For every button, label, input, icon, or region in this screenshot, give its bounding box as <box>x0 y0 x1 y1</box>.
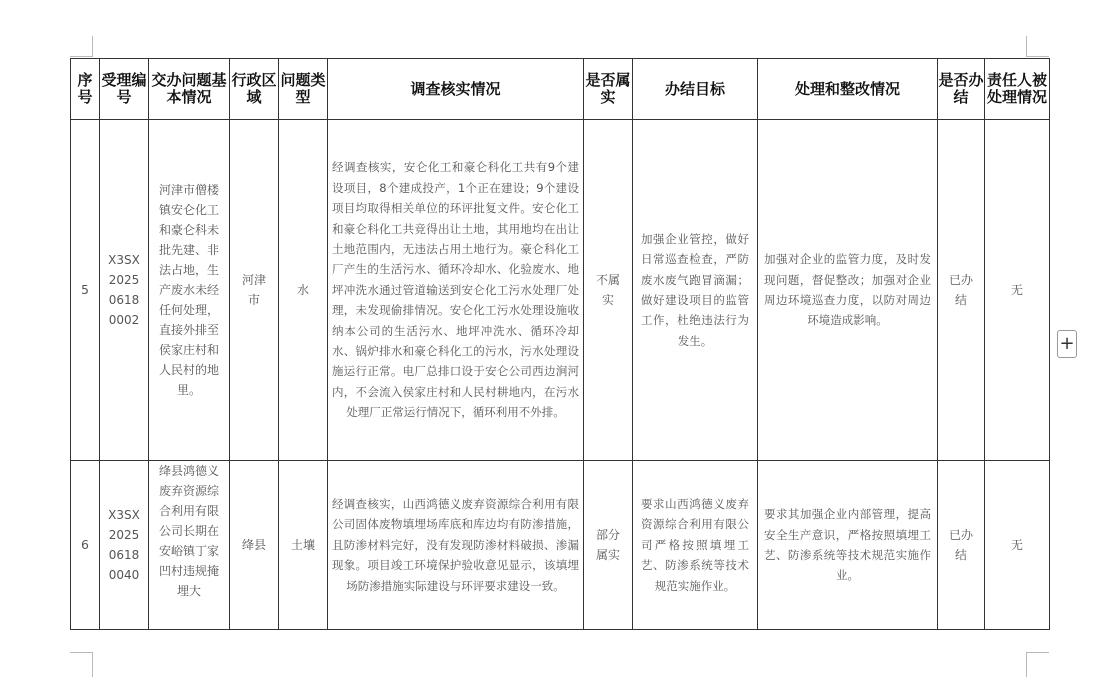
header-type: 问题类型 <box>279 59 328 120</box>
header-seq: 序号 <box>71 59 100 120</box>
cell-seq: 5 <box>71 120 100 461</box>
cell-is-closed: 已办结 <box>938 120 985 461</box>
header-region: 行政区域 <box>230 59 279 120</box>
cell-basic <box>149 461 230 630</box>
header-responsible: 责任人被处理情况 <box>985 59 1050 120</box>
cell-type: 水 <box>279 120 328 461</box>
crop-mark-top-right <box>1026 36 1049 57</box>
table-header-row <box>71 59 1050 120</box>
complaint-table <box>70 58 1050 630</box>
crop-mark-top-left <box>70 36 93 57</box>
cell-investigation: 经调查核实，安仑化工和豪仑科化工共有9个建设项目，8个建成投产，1个正在建设；9个建设项目均取得相关单位的环评批复文件。安仑化工和豪仑科化工共竞得出让土地，其用地均在出让土地范围内，无违法占用土地行为。豪仑科化工厂产生的生活污水、循环冷却水、化验废水、地坪冲洗水通过管道输送到安仑化工污水处理厂处理，未发现偷排情况。安仑化工污水处理设施收纳本公司的生活污水、地坪冲洗水、循环冷却水、锅炉排水和豪仑科化工的污水，污水处理设施运行正常。电厂总排口设于安仑公司西边涧河内，不会流入侯家庄村和人民村耕地内，在污水处理厂正常运行情况下，循环利用不外排。 <box>328 120 584 461</box>
cell-rectification: 加强对企业的监管力度，及时发现问题，督促整改；加强对企业周边环境巡查力度，以防对周边环境造成影响。 <box>758 120 938 461</box>
header-is-true: 是否属实 <box>584 59 633 120</box>
cell-responsible: 无 <box>985 461 1050 630</box>
cell-region: 绛县 <box>230 461 279 630</box>
cell-is-true: 部分属实 <box>584 461 633 630</box>
cell-region: 河津市 <box>230 120 279 461</box>
cell-type: 土壤 <box>279 461 328 630</box>
table-row <box>71 120 1050 461</box>
cell-goal: 加强企业管控，做好日常巡查检查，严防废水废气跑冒滴漏；做好建设项目的监管工作，杜绝违法行为发生。 <box>633 120 758 461</box>
cell-responsible: 无 <box>985 120 1050 461</box>
crop-mark-bottom-right <box>1026 652 1049 677</box>
cell-seq: 6 <box>71 461 100 630</box>
cell-is-true: 不属实 <box>584 120 633 461</box>
header-goal: 办结目标 <box>633 59 758 120</box>
cell-goal: 要求山西鸿德义废弃资源综合利用有限公司严格按照填埋工艺、防渗系统等技术规范实施作业。 <box>633 461 758 630</box>
header-code: 受理编号 <box>100 59 149 120</box>
cell-code: X3SX202506180002 <box>100 120 149 461</box>
header-basic: 交办问题基本情况 <box>149 59 230 120</box>
header-investigation: 调查核实情况 <box>328 59 584 120</box>
cell-code: X3SX202506180040 <box>100 461 149 630</box>
cell-investigation: 经调查核实，山西鸿德义废弃资源综合利用有限公司固体废物填埋场库底和库边均有防渗措施，且防渗材料完好，没有发现防渗材料破损、渗漏现象。项目竣工环境保护验收意见显示，该填埋场防渗措施实际建设与环评要求建设一致。 <box>328 461 584 630</box>
cell-basic-text: 绛县鸿德义废弃资源综合利用有限公司长期在安峪镇丁家凹村违规掩埋大 <box>158 464 219 598</box>
cell-is-closed: 已办结 <box>938 461 985 630</box>
header-is-closed: 是否办结 <box>938 59 985 120</box>
crop-mark-bottom-left <box>70 652 93 677</box>
add-row-button[interactable]: + <box>1057 330 1077 358</box>
cell-rectification: 要求其加强企业内部管理，提高安全生产意识，严格按照填埋工艺、防渗系统等技术规范实施作业。 <box>758 461 938 630</box>
cell-basic: 河津市僧楼镇安仑化工和豪仑科未批先建、非法占地，生产废水未经任何处理，直接外排至侯家庄村和人民村的地里。 <box>149 120 230 461</box>
table-row <box>71 461 1050 630</box>
header-rectification: 处理和整改情况 <box>758 59 938 120</box>
